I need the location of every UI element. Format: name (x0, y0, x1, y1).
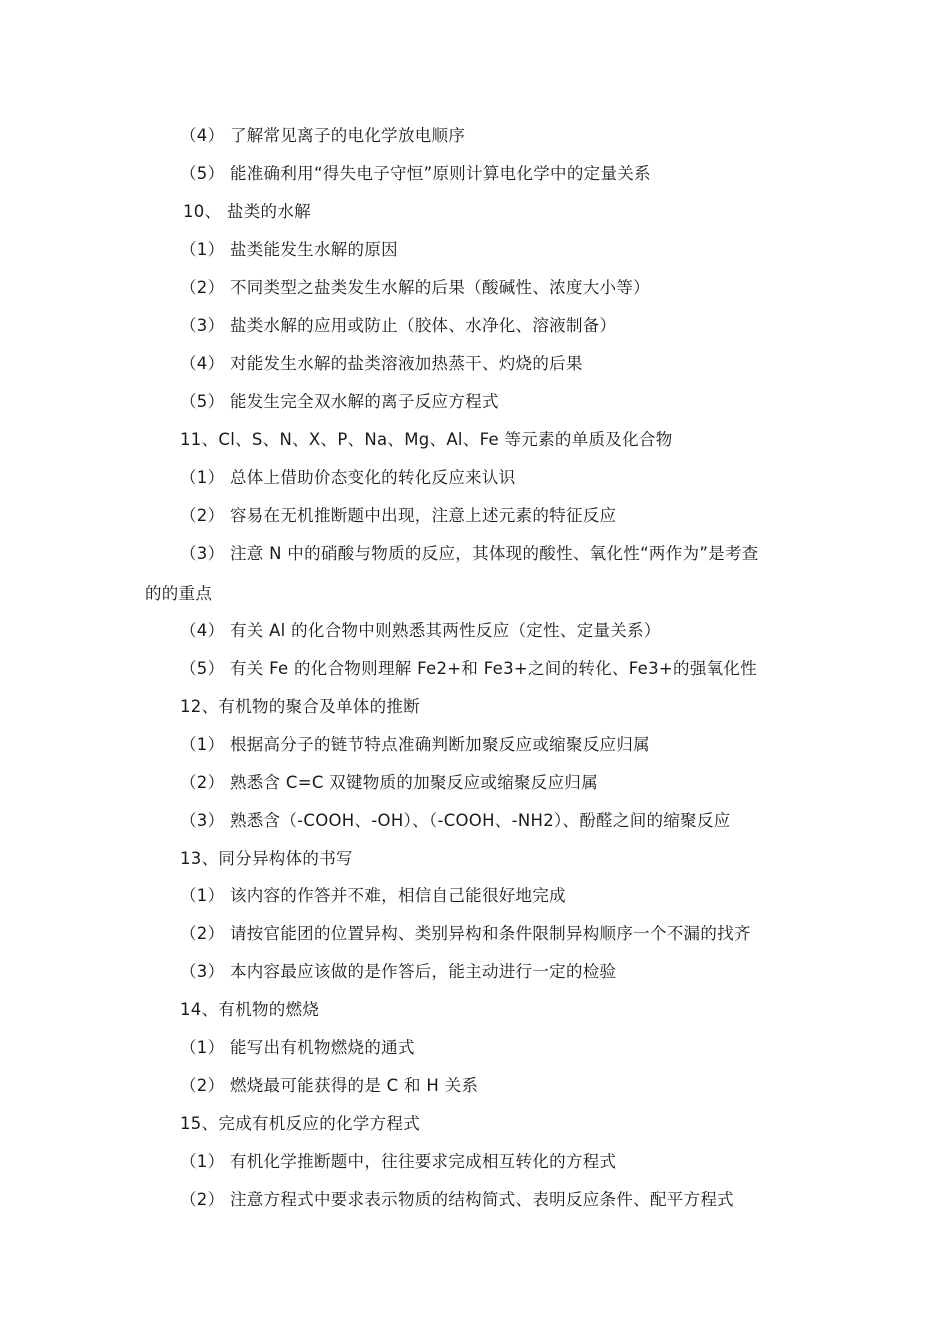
list-item: （2） 不同类型之盐类发生水解的后果（酸碱性、浓度大小等） (180, 278, 650, 297)
list-item: （1） 能写出有机物燃烧的通式 (180, 1038, 415, 1057)
list-item: （4） 了解常见离子的电化学放电顺序 (180, 126, 466, 145)
list-item: （2） 注意方程式中要求表示物质的结构简式、表明反应条件、配平方程式 (180, 1190, 734, 1209)
list-item: （3） 盐类水解的应用或防止（胶体、水净化、溶液制备） (180, 316, 617, 335)
list-item: （3） 注意 N 中的硝酸与物质的反应，其体现的酸性、氧化性“两作为”是考查 (180, 544, 759, 563)
list-item: （5） 能发生完全双水解的离子反应方程式 (180, 392, 499, 411)
list-item: （1） 该内容的作答并不难，相信自己能很好地完成 (180, 886, 566, 905)
list-item: （2） 请按官能团的位置异构、类别异构和条件限制异构顺序一个不漏的找齐 (180, 924, 751, 943)
section-heading: 12、有机物的聚合及单体的推断 (180, 697, 420, 716)
list-item: （3） 熟悉含（-COOH、-OH）、（-COOH、-NH2）、酚醛之间的缩聚反应 (180, 811, 731, 830)
list-item-continuation: 的的重点 (145, 584, 213, 603)
list-item: （4） 有关 Al 的化合物中则熟悉其两性反应（定性、定量关系） (180, 621, 661, 640)
section-heading: 13、同分异构体的书写 (180, 849, 353, 868)
section-heading: 10、 盐类的水解 (183, 202, 311, 221)
list-item: （2） 容易在无机推断题中出现，注意上述元素的特征反应 (180, 506, 617, 525)
list-item: （1） 总体上借助价态变化的转化反应来认识 (180, 468, 516, 487)
list-item: （3） 本内容最应该做的是作答后，能主动进行一定的检验 (180, 962, 617, 981)
list-item: （2） 熟悉含 C=C 双键物质的加聚反应或缩聚反应归属 (180, 773, 598, 792)
list-item: （5） 有关 Fe 的化合物则理解 Fe2+和 Fe3+之间的转化、Fe3+的强氧化性 (180, 659, 758, 678)
list-item: （1） 盐类能发生水解的原因 (180, 240, 398, 259)
list-item: （1） 根据高分子的链节特点准确判断加聚反应或缩聚反应归属 (180, 735, 650, 754)
list-item: （5） 能准确利用“得失电子守恒”原则计算电化学中的定量关系 (180, 164, 651, 183)
list-item: （2） 燃烧最可能获得的是 C 和 H 关系 (180, 1076, 479, 1095)
list-item: （4） 对能发生水解的盐类溶液加热蒸干、灼烧的后果 (180, 354, 583, 373)
section-heading: 15、完成有机反应的化学方程式 (180, 1114, 420, 1133)
section-heading: 14、有机物的燃烧 (180, 1000, 320, 1019)
list-item: （1） 有机化学推断题中，往往要求完成相互转化的方程式 (180, 1152, 617, 1171)
section-heading: 11、Cl、S、N、X、P、Na、Mg、Al、Fe 等元素的单质及化合物 (180, 430, 673, 449)
